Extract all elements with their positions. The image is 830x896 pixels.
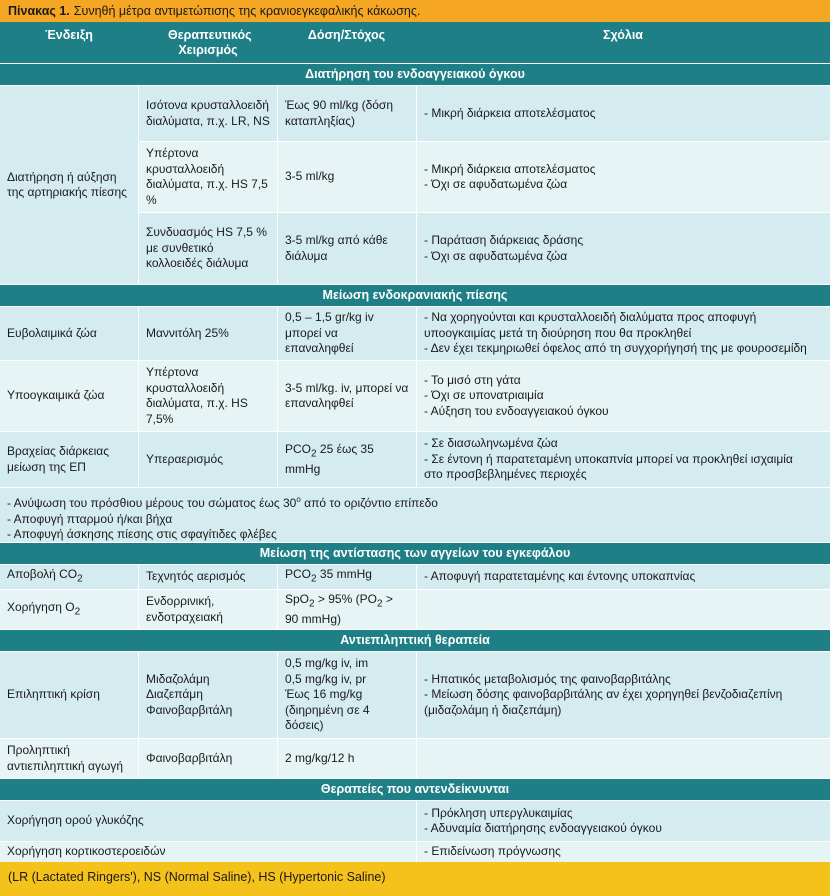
- comment-line: - Αύξηση του ενδοαγγειακού όγκου: [424, 403, 609, 418]
- indication-cell: Χορήγηση ορού γλυκόζης: [7, 813, 144, 828]
- indication-text: Χορήγηση O: [7, 599, 75, 614]
- note-text: από το οριζόντιο επίπεδο: [300, 496, 438, 510]
- header-comments: Σχόλια: [603, 28, 643, 42]
- dose-cell: 3-5 ml/kg. iv, μπορεί να επαναληφθεί: [277, 361, 416, 431]
- treatment-cell: Υπέρτονα κρυσταλλοειδή διαλύματα, π.χ. HS 7,5%: [138, 361, 277, 431]
- table-row: [0, 652, 830, 738]
- table-row: [0, 842, 830, 862]
- table-row: [0, 307, 830, 360]
- note-line: - Αποφυγή πταρμού ή/και βήχα: [7, 511, 173, 526]
- comment-line: στο προσβεβλημένες περιοχές: [424, 467, 587, 482]
- caption-label: Πίνακας 1.: [8, 4, 70, 18]
- dose-cell: 0,5 – 1,5 gr/kg iv μπορεί να επαναληφθεί: [277, 307, 416, 360]
- subscript: 2: [376, 598, 383, 610]
- caption-text: Συνηθή μέτρα αντιμετώπισης της κρανιοεγκεφαλικής κάκωσης.: [73, 4, 421, 18]
- dose-text: PCO: [285, 441, 312, 456]
- comment-cell: [416, 590, 830, 629]
- dose-cell: [277, 432, 416, 487]
- subscript: 2: [311, 573, 317, 585]
- comment-cell: - Αποφυγή παρατεταμένης και έντονης υποκαπνίας: [416, 565, 830, 589]
- indication-cell: Διατήρηση ή αύξηση της αρτηριακής πίεσης: [0, 86, 138, 284]
- treatment-cell: Συνδυασμός HS 7,5 % με συνθετικό κολλοειδές διάλυμα: [138, 213, 277, 284]
- subscript: 2: [311, 448, 317, 460]
- table-row: [0, 801, 830, 841]
- indication-cell: Επιληπτική κρίση: [7, 687, 100, 702]
- treatment-cell: Ισότονα κρυσταλλοειδή διαλύματα, π.χ. LR, NS: [138, 86, 277, 141]
- treatment-cell: Ενδορρινική, ενδοτραχειακή: [138, 590, 277, 629]
- comment-cell: [416, 307, 830, 360]
- comment-line: - Μικρή διάρκεια αποτελέσματος: [424, 161, 596, 176]
- note-line: [7, 492, 823, 512]
- table-row: [0, 739, 830, 778]
- section-title: Αντιεπιληπτική θεραπεία: [0, 630, 830, 651]
- comment-cell: - Μικρή διάρκεια αποτελέσματος: [416, 86, 830, 141]
- dose-cell: 3-5 ml/kg από κάθε διάλυμα: [277, 213, 416, 284]
- treatment-cell: Μιδαζολάμη Διαζεπάμη Φαινοβαρβιτάλη: [138, 652, 277, 738]
- header-treatment: Θεραπευτικός Χειρισμός: [168, 28, 252, 57]
- dose-cell: 0,5 mg/kg iv, im 0,5 mg/kg iv, pr Έως 16 mg/kg (διηρημένη σε 4 δόσεις): [277, 652, 416, 738]
- dose-text: > 90 mmHg): [285, 591, 393, 626]
- comment-cell: [416, 739, 830, 778]
- comment-line: - Αδυναμία διατήρησης ενδοαγγειακού όγκου: [424, 821, 662, 835]
- dose-text: 35 mmHg: [316, 567, 372, 582]
- comment-line: - Παράταση διάρκειας δράσης: [424, 233, 584, 247]
- treatment-cell: Φαινοβαρβιτάλη: [138, 739, 277, 778]
- dose-cell: Έως 90 ml/kg (δόση καταπληξίας): [277, 86, 416, 141]
- comment-cell: [416, 801, 830, 841]
- treatment-cell: Υπεραερισμός: [138, 432, 277, 487]
- comment-cell: - Επιδείνωση πρόγνωσης: [416, 842, 830, 862]
- table-footnote: (LR (Lactated Ringers'), NS (Normal Saline), HS (Hypertonic Saline): [0, 862, 830, 896]
- comment-line: - Πρόκληση υπεργλυκαιμίας: [424, 805, 573, 820]
- dose-cell: 2 mg/kg/12 h: [277, 739, 416, 778]
- comment-cell: [416, 652, 830, 738]
- section-title: Μείωση της αντίστασης των αγγείων του εγκεφάλου: [0, 543, 830, 564]
- section-title: Θεραπείες που αντενδείκνυνται: [0, 779, 830, 800]
- dose-cell: [277, 590, 416, 629]
- section-title: Διατήρηση του ενδοαγγειακού όγκου: [0, 64, 830, 85]
- table-row: [0, 432, 830, 487]
- treatment-cell: Τεχνητός αερισμός: [138, 565, 277, 589]
- comment-line: - Να χορηγούνται και κρυσταλλοειδή διαλύματα προς αποφυγή: [424, 310, 757, 325]
- comment-line: - Ηπατικός μεταβολισμός της φαινοβαρβιτάλης: [424, 671, 671, 686]
- table-caption: [0, 0, 830, 22]
- subscript: 2: [74, 605, 81, 617]
- header-dose: Δόση/Στόχος: [307, 28, 386, 42]
- indication-cell: Προληπτική αντιεπιληπτική αγωγή: [7, 743, 123, 773]
- indication-cell: Ευβολαιμικά ζώα: [7, 325, 97, 340]
- header-indication: Ένδειξη: [45, 28, 93, 42]
- comment-cell: [416, 213, 830, 284]
- dose-text: 25 έως 35 mmHg: [285, 441, 374, 476]
- treatment-cell: Υπέρτονα κρυσταλλοειδή διαλύματα, π.χ. HS 7,5 %: [138, 142, 277, 212]
- table-row: [0, 565, 830, 589]
- comment-line: υποογκαιμίας μετά τη διούρηση που θα προκληθεί: [424, 325, 692, 340]
- table-row: [138, 142, 830, 212]
- table-row: [0, 361, 830, 431]
- comment-line: - Όχι σε αφυδατωμένα ζώα: [424, 177, 568, 191]
- table-row: [138, 86, 830, 141]
- table-row: [0, 590, 830, 629]
- indication-cell: Χορήγηση κορτικοστεροειδών: [7, 844, 166, 859]
- subscript: 2: [309, 598, 315, 610]
- treatment-cell: Μαννιτόλη 25%: [138, 307, 277, 360]
- note-text: - Ανύψωση του πρόσθιου μέρους του σώματος έως 30: [7, 496, 297, 510]
- dose-cell: 3-5 ml/kg: [277, 142, 416, 212]
- comment-line: - Όχι σε υπονατριαιμία: [424, 388, 544, 403]
- indication-cell: [0, 590, 138, 629]
- comment-line: - Το μισό στη γάτα: [424, 372, 521, 387]
- indication-cell: Βραχείας διάρκειας μείωση της ΕΠ: [7, 444, 109, 474]
- note-line: - Αποφυγή άσκησης πίεσης στις σφαγίτιδες φλέβες: [7, 527, 277, 541]
- comment-line: - Δεν έχει τεκμηριωθεί όφελος από τη συγχορήγησή της με φουροσεμίδη: [424, 341, 807, 356]
- dose-cell: [277, 565, 416, 589]
- subscript: 2: [77, 573, 83, 585]
- comment-cell: [416, 361, 830, 431]
- table-row: [138, 213, 830, 284]
- superscript: ο: [296, 495, 301, 504]
- general-notes: [0, 488, 830, 542]
- comment-line: - Σε έντονη ή παρατεταμένη υποκαπνία μπορεί να προκληθεί ισχαιμία: [424, 451, 793, 466]
- dose-text: PCO: [285, 567, 312, 582]
- comment-line: - Μείωση δόσης φαινοβαρβιτάλης αν έχει χορηγηθεί βενζοδιαζεπίνη: [424, 687, 783, 702]
- comment-cell: [416, 432, 830, 487]
- indication-cell: Υποογκαιμικά ζώα: [7, 388, 105, 403]
- indication-text: Αποβολή CO: [7, 567, 78, 582]
- table-header: [0, 22, 830, 63]
- indication-cell: [0, 565, 138, 589]
- section-title: Μείωση ενδοκρανιακής πίεσης: [0, 285, 830, 306]
- dose-text: SpO: [285, 591, 310, 606]
- dose-text: > 95% (PO: [314, 591, 377, 606]
- comment-line: (μιδαζολάμη ή διαζεπάμη): [424, 702, 562, 717]
- comment-line: - Όχι σε αφυδατωμένα ζώα: [424, 248, 568, 263]
- comment-line: - Σε διασωληνωμένα ζώα: [424, 436, 558, 451]
- comment-cell: [416, 142, 830, 212]
